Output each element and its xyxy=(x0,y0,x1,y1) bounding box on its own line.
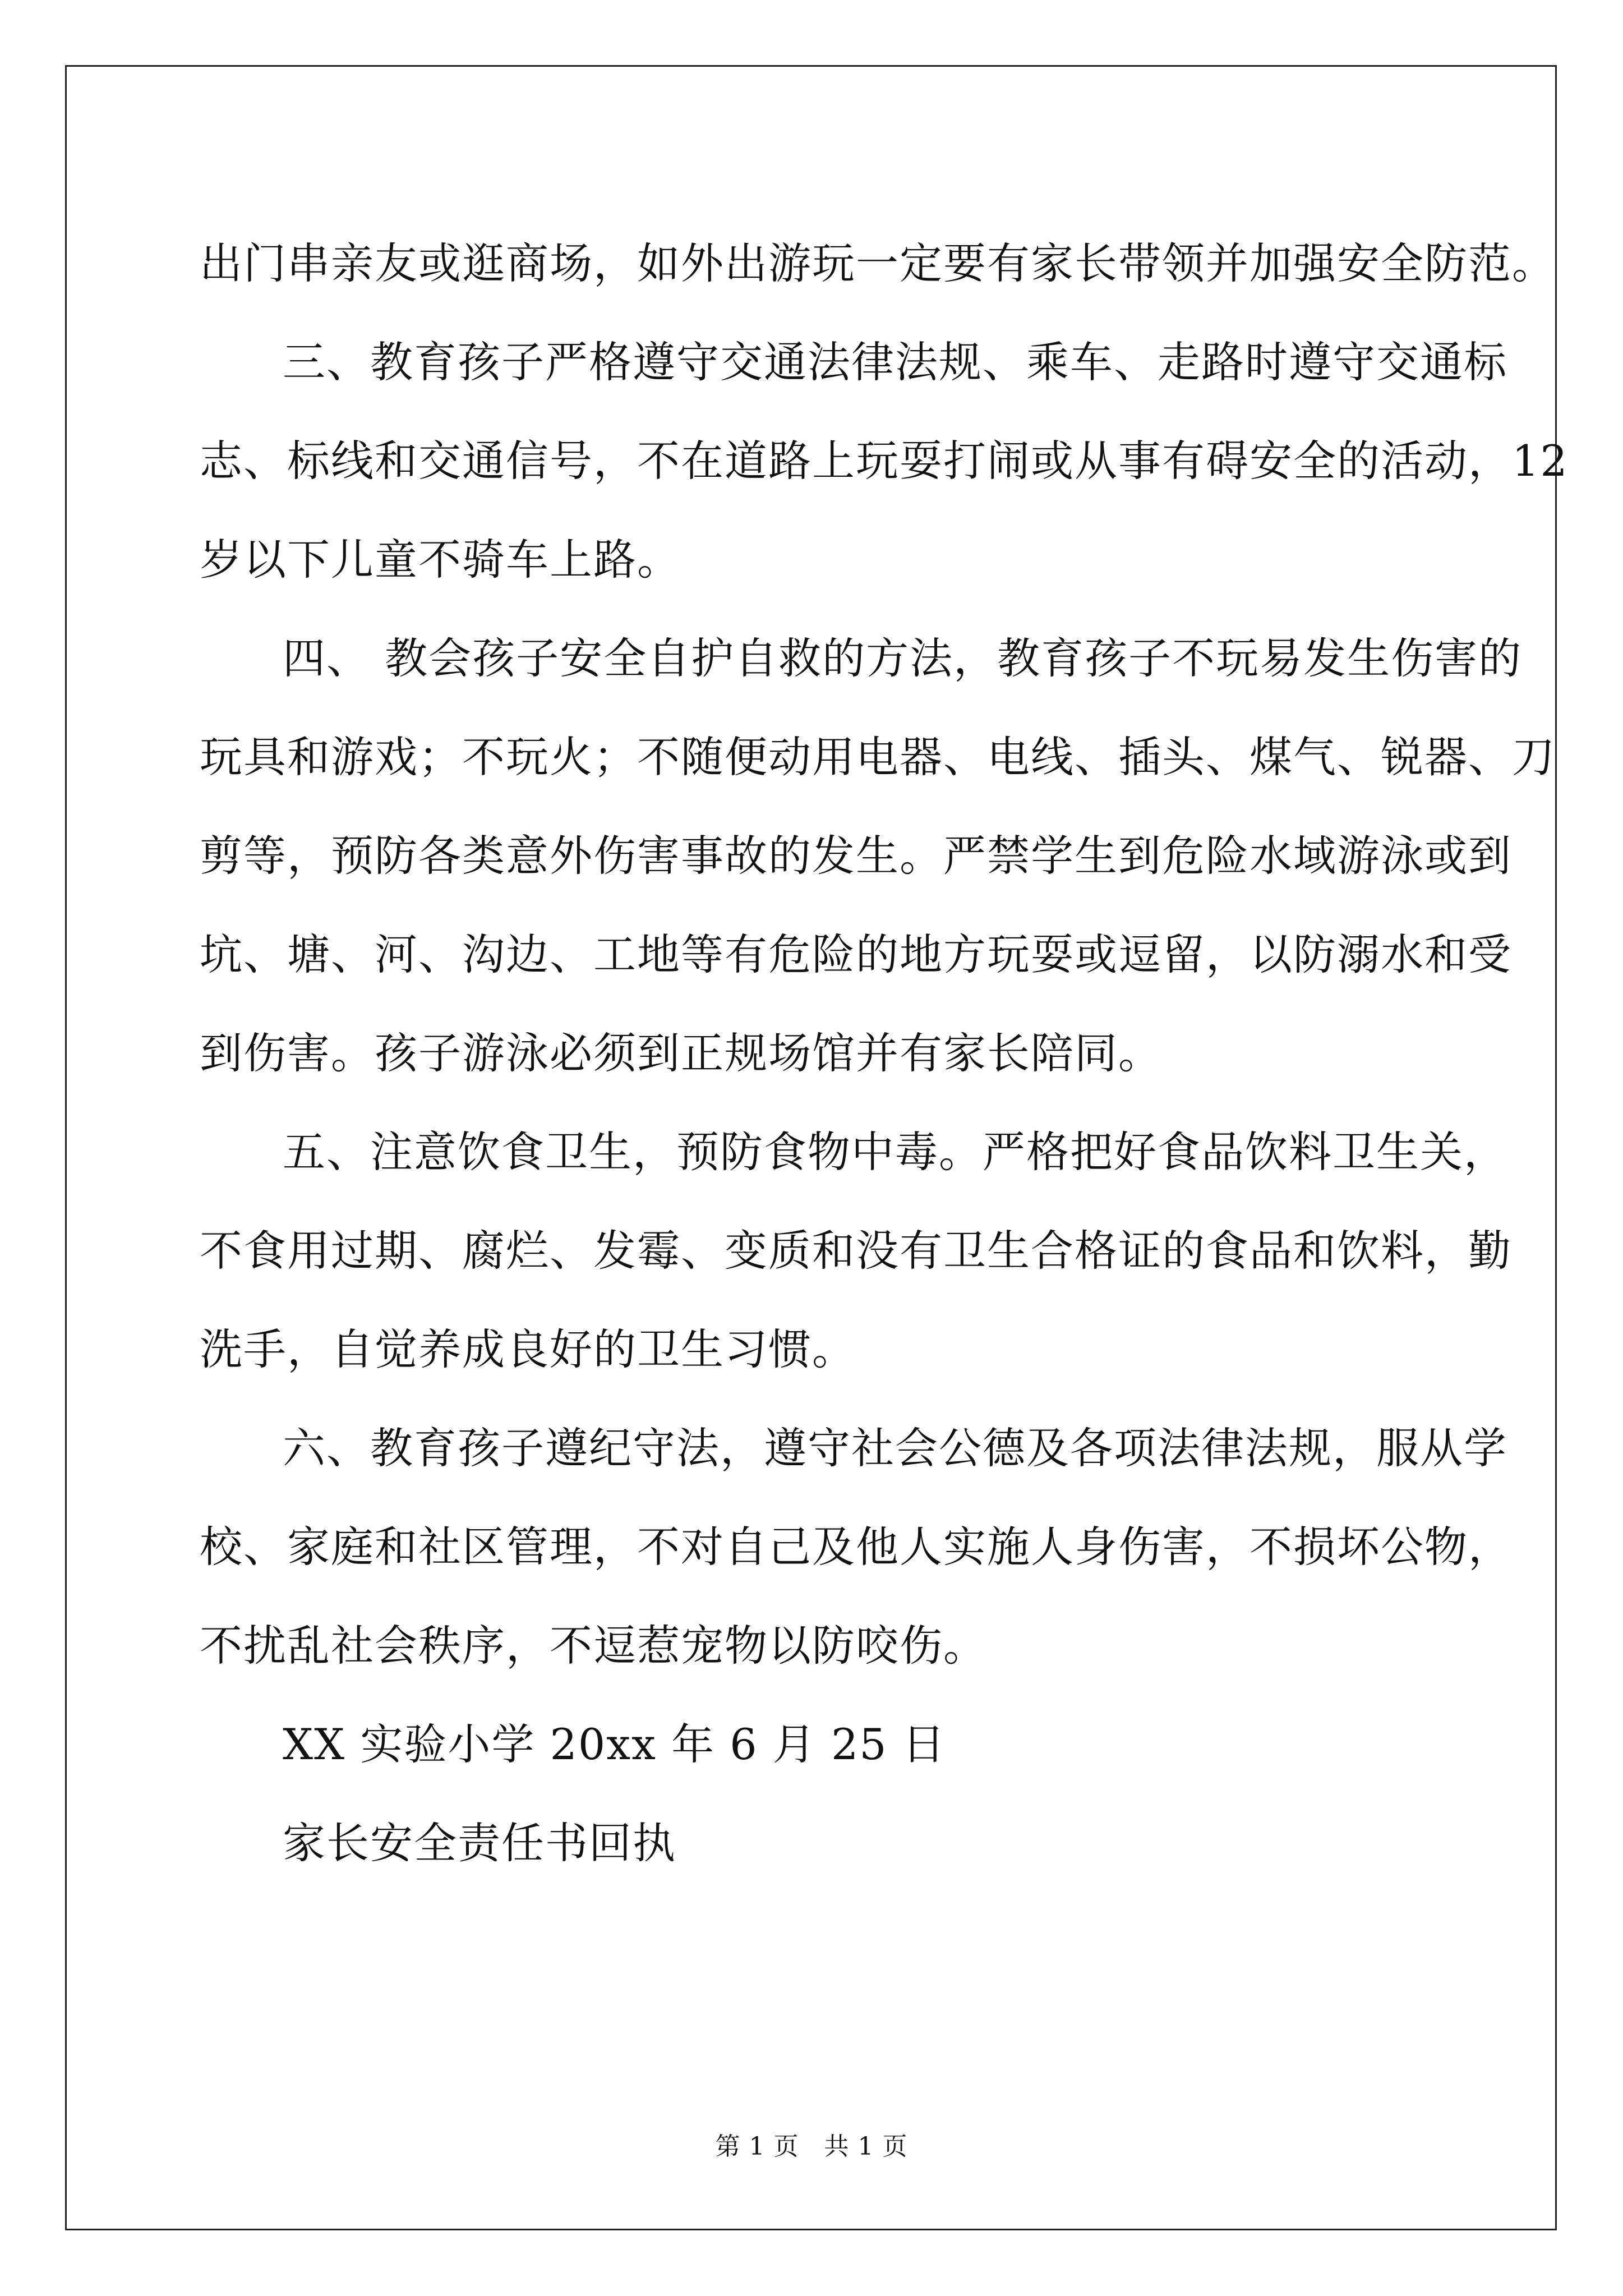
paragraph-line: 到伤害。孩子游泳必须到正规场馆并有家长陪同。 xyxy=(200,1028,1162,1078)
receipt-heading: 家长安全责任书回执 xyxy=(283,1818,676,1868)
paragraph-line: 校、家庭和社区管理，不对自己及他人实施人身伤害，不损坏公物， xyxy=(200,1522,1512,1572)
paragraph-line: 坑、塘、河、沟边、工地等有危险的地方玩耍或逗留，以防溺水和受 xyxy=(200,930,1512,979)
paragraph-line: 六、教育孩子遵纪守法，遵守社会公德及各项法律法规，服从学 xyxy=(283,1423,1507,1473)
document-body xyxy=(200,214,1569,1893)
paragraph-line: 不食用过期、腐烂、发霉、变质和没有卫生合格证的食品和饮料，勤 xyxy=(200,1226,1512,1276)
paragraph-line: 五、注意饮食卫生，预防食物中毒。严格把好食品饮料卫生关， xyxy=(283,1127,1507,1177)
paragraph-line: 三、教育孩子严格遵守交通法律法规、乘车、走路时遵守交通标 xyxy=(283,337,1507,387)
paragraph-line: 志、标线和交通信号，不在道路上玩耍打闹或从事有碍安全的活动，12 xyxy=(200,436,1569,486)
paragraph-line: 洗手，自觉养成良好的卫生习惯。 xyxy=(200,1324,856,1374)
signature-date: XX 实验小学 20xx 年 6 月 25 日 xyxy=(283,1719,946,1769)
paragraph-line: 剪等，预防各类意外伤害事故的发生。严禁学生到危险水域游泳或到 xyxy=(200,831,1512,881)
paragraph-line: 四、 教会孩子安全自护自救的方法，教育孩子不玩易发生伤害的 xyxy=(283,633,1523,683)
paragraph-line: 不扰乱社会秩序，不逗惹宠物以防咬伤。 xyxy=(200,1621,987,1671)
page-footer: 第 1 页 共 1 页 xyxy=(715,2132,908,2161)
paragraph-line: 出门串亲友或逛商场，如外出游玩一定要有家长带领并加强安全防范。 xyxy=(200,238,1556,288)
paragraph-line: 岁以下儿童不骑车上路。 xyxy=(200,535,681,585)
paragraph-line: 玩具和游戏；不玩火；不随便动用电器、电线、插头、煤气、锐器、刀 xyxy=(200,732,1556,782)
